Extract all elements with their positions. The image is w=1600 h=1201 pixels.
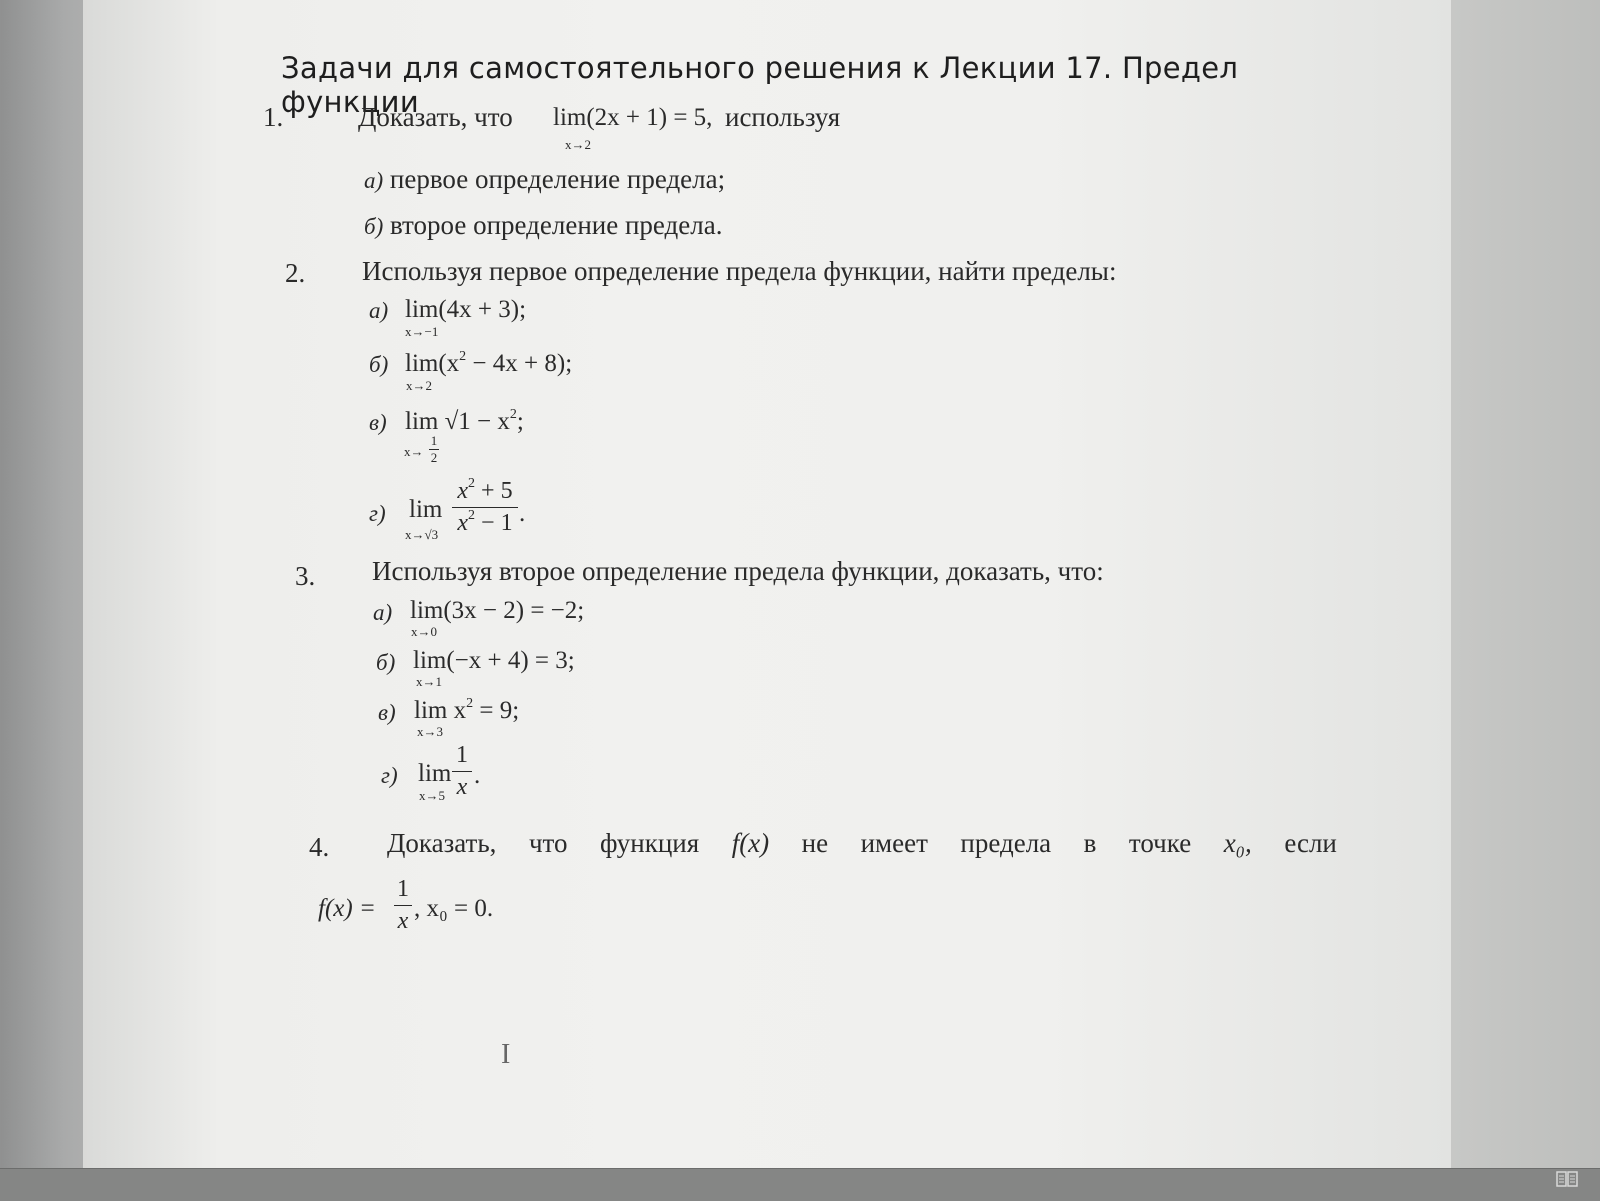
problem-3c-sub: x→3 xyxy=(417,724,443,739)
fraction-bar xyxy=(452,771,472,772)
problem-2b-expr xyxy=(405,350,572,378)
word: если xyxy=(1284,828,1337,858)
exponent: 2 xyxy=(466,696,474,711)
problem-3d-fraction xyxy=(452,742,472,801)
problem-4-number: 4. xyxy=(309,832,330,862)
problem-4-x0: , x₀ = 0. xyxy=(414,895,494,922)
status-bar xyxy=(0,1168,1600,1201)
problem-1-limit: lim(2x + 1) = 5, xyxy=(553,104,713,131)
problem-3d-label: г) xyxy=(381,763,398,788)
problem-2-text: Используя первое определение предела функции, найти пределы: xyxy=(362,256,1117,286)
problem-3a-label: а) xyxy=(373,600,393,625)
problem-2a-expr: lim(4x + 3); xyxy=(405,296,527,323)
word: что xyxy=(528,828,568,858)
problem-2a-sub: x→−1 xyxy=(405,324,439,339)
problem-3b-sub: x→1 xyxy=(416,674,442,689)
problem-2d-sub: x→√3 xyxy=(405,527,439,542)
right-margin xyxy=(1451,0,1600,1168)
problem-2a-label: а) xyxy=(369,298,389,323)
word: f(x) xyxy=(731,828,770,858)
text-cursor-icon: I xyxy=(501,1039,511,1070)
fraction-bar xyxy=(452,507,518,508)
expr-part: ; xyxy=(516,408,524,435)
problem-1-item-b xyxy=(364,210,722,241)
denominator: x xyxy=(456,774,468,800)
problem-2-number: 2. xyxy=(285,258,306,288)
problem-3d-lim: lim xyxy=(418,760,452,787)
view-layout-icon[interactable] xyxy=(1556,1171,1578,1187)
problem-2d-lim: lim xyxy=(409,496,443,523)
problem-2d-label: г) xyxy=(369,501,386,526)
numerator: 1 xyxy=(456,742,468,768)
problem-2b-sub: x→2 xyxy=(406,378,432,393)
fraction-bar xyxy=(394,905,412,906)
numerator: $x^2 + 5$ xyxy=(457,476,513,504)
problem-3b-label: б) xyxy=(376,650,396,675)
expr-part: lim x xyxy=(414,697,467,724)
word: точке xyxy=(1128,828,1192,858)
problem-4-fraction xyxy=(394,876,412,935)
item-label: б) xyxy=(364,214,384,239)
problem-3-text: Используя второе определение предела функции, доказать, что: xyxy=(372,556,1104,586)
problem-3a-expr: lim(3x − 2) = −2; xyxy=(410,597,585,624)
problem-3-number: 3. xyxy=(295,561,316,591)
problem-1-number: 1. xyxy=(263,102,284,132)
problem-3d-end: . xyxy=(474,762,481,789)
problem-1-text-after: используя xyxy=(725,102,841,132)
word: не xyxy=(801,828,829,858)
denominator: x xyxy=(397,908,409,934)
denominator: $x^2 - 1$ xyxy=(457,508,513,536)
problem-3c-label: в) xyxy=(378,700,396,725)
exponent: 2 xyxy=(509,407,517,422)
word: Доказать, xyxy=(387,828,497,858)
problem-1-item-a xyxy=(364,164,725,195)
item-text: второе определение предела. xyxy=(389,210,723,240)
item-text: первое определение предела; xyxy=(389,164,726,194)
word: функция xyxy=(599,828,700,858)
problem-2d-fraction xyxy=(452,478,518,537)
problem-2c-sub: x→ xyxy=(404,444,424,459)
problem-2d-end: . xyxy=(519,500,526,527)
problem-1-limit-sub: x→2 xyxy=(565,137,591,152)
numerator: 1 xyxy=(397,876,409,902)
problem-3a-sub: x→0 xyxy=(411,624,437,639)
word: в xyxy=(1083,828,1097,858)
sub-frac-num: 1 xyxy=(430,433,438,448)
problem-3d-sub: x→5 xyxy=(419,788,445,803)
problem-1-text: Доказать, что xyxy=(358,102,513,132)
problem-2c-label: в) xyxy=(369,410,387,435)
word: x₀, xyxy=(1223,828,1252,858)
expr-part: − 4x + 8); xyxy=(466,350,573,377)
problem-3c-expr xyxy=(414,697,519,725)
document-title: Задачи для самостоятельного решения к Лекции 17. Предел функции xyxy=(281,51,1239,119)
expr-part: = 9; xyxy=(473,697,520,724)
problem-4-fx: f(x) = xyxy=(318,895,376,922)
problem-2b-label: б) xyxy=(369,352,389,377)
problem-2c-sub-frac xyxy=(429,433,439,466)
sub-frac-den: 2 xyxy=(430,450,438,465)
problem-3b-expr: lim(−x + 4) = 3; xyxy=(413,647,575,674)
problem-2c-expr xyxy=(405,408,524,436)
problem-4-text xyxy=(387,828,1337,859)
exponent: 2 xyxy=(459,349,467,364)
word: имеет xyxy=(860,828,928,858)
expr-part: lim √1 − x xyxy=(405,408,510,435)
expr-part: lim(x xyxy=(405,350,460,377)
word: предела xyxy=(960,828,1052,858)
item-label: а) xyxy=(364,168,384,193)
